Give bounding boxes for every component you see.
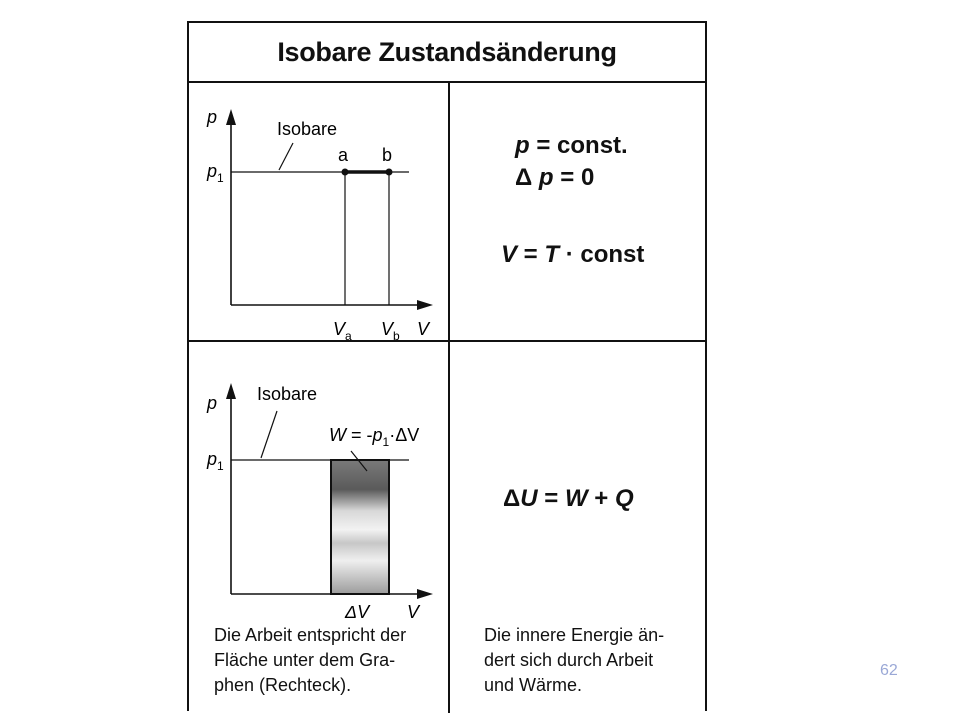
isobar-pointer (261, 411, 277, 458)
work-label-w: W (329, 425, 346, 445)
delta-v-label: ΔV (345, 602, 370, 622)
formula-rest: · const (559, 241, 645, 268)
formula-var: p (538, 164, 554, 191)
title-divider (189, 81, 705, 83)
work-label-subscript: 1 (382, 435, 390, 449)
caption-internal-energy: Die innere Energie än- dert sich durch Arbeit und Wärme. (484, 625, 665, 695)
formula-rest: = const. (529, 132, 628, 159)
formula-w: W (564, 485, 588, 512)
work-label-eq: = - (346, 425, 373, 445)
work-label-p: p (372, 425, 383, 445)
row-divider (189, 340, 705, 342)
svg-text:p1 (206, 449, 224, 473)
isobar-pointer (279, 143, 293, 170)
p1-tick-subscript: 1 (217, 459, 224, 473)
formula-plus: + (587, 485, 615, 512)
page-title: Isobare Zustandsänderung (277, 37, 617, 67)
delta-symbol: Δ (503, 485, 521, 512)
y-axis-arrow-icon (226, 109, 236, 125)
y-axis-arrow-icon (226, 383, 236, 399)
vb-label: V (381, 319, 394, 339)
vb-subscript: b (393, 329, 400, 343)
caption-work-area: Die Arbeit entspricht der Fläche unter dem Gra- phen (Rechteck). (214, 625, 407, 695)
formula-eq: = (517, 241, 545, 268)
va-label: V (333, 319, 346, 339)
work-area-rectangle (331, 460, 389, 594)
y-axis-label: p (207, 393, 218, 413)
formula-q: Q (614, 485, 634, 512)
point-a-label: a (338, 145, 349, 165)
x-axis-arrow-icon (417, 589, 433, 599)
p1-tick-label: p (207, 449, 218, 469)
formula-delta-p-zero (515, 164, 594, 192)
x-axis-arrow-icon (417, 300, 433, 310)
work-area-diagram (199, 353, 439, 622)
delta-symbol: Δ (515, 164, 539, 191)
formula-rest: = 0 (553, 164, 595, 191)
isobar-label: Isobare (277, 119, 338, 139)
x-axis-label: V (407, 602, 420, 622)
svg-text:W = -p1·ΔV (329, 425, 419, 449)
p1-tick-subscript: 1 (217, 171, 224, 185)
formula-eq: = (537, 485, 565, 512)
work-label-rest: ·ΔV (389, 425, 420, 445)
svg-text:p1 (206, 161, 224, 185)
y-axis-label: p (207, 107, 218, 127)
formula-v-t-const (501, 241, 644, 269)
column-divider (448, 81, 450, 713)
formula-p-const (515, 132, 628, 160)
isobar-diagram-top (199, 93, 439, 343)
formula-var: p (515, 132, 530, 159)
formula-t: T (544, 241, 560, 268)
isobar-label: Isobare (257, 384, 318, 404)
formula-u: U (520, 485, 538, 512)
p1-tick-label: p (207, 161, 218, 181)
formula-v: V (501, 241, 518, 268)
page-number: 62 (880, 662, 898, 679)
worksheet-frame (187, 21, 707, 711)
va-subscript: a (345, 329, 352, 343)
formula-first-law (503, 485, 634, 513)
x-axis-label: V (417, 319, 430, 339)
point-b-label: b (382, 145, 393, 165)
